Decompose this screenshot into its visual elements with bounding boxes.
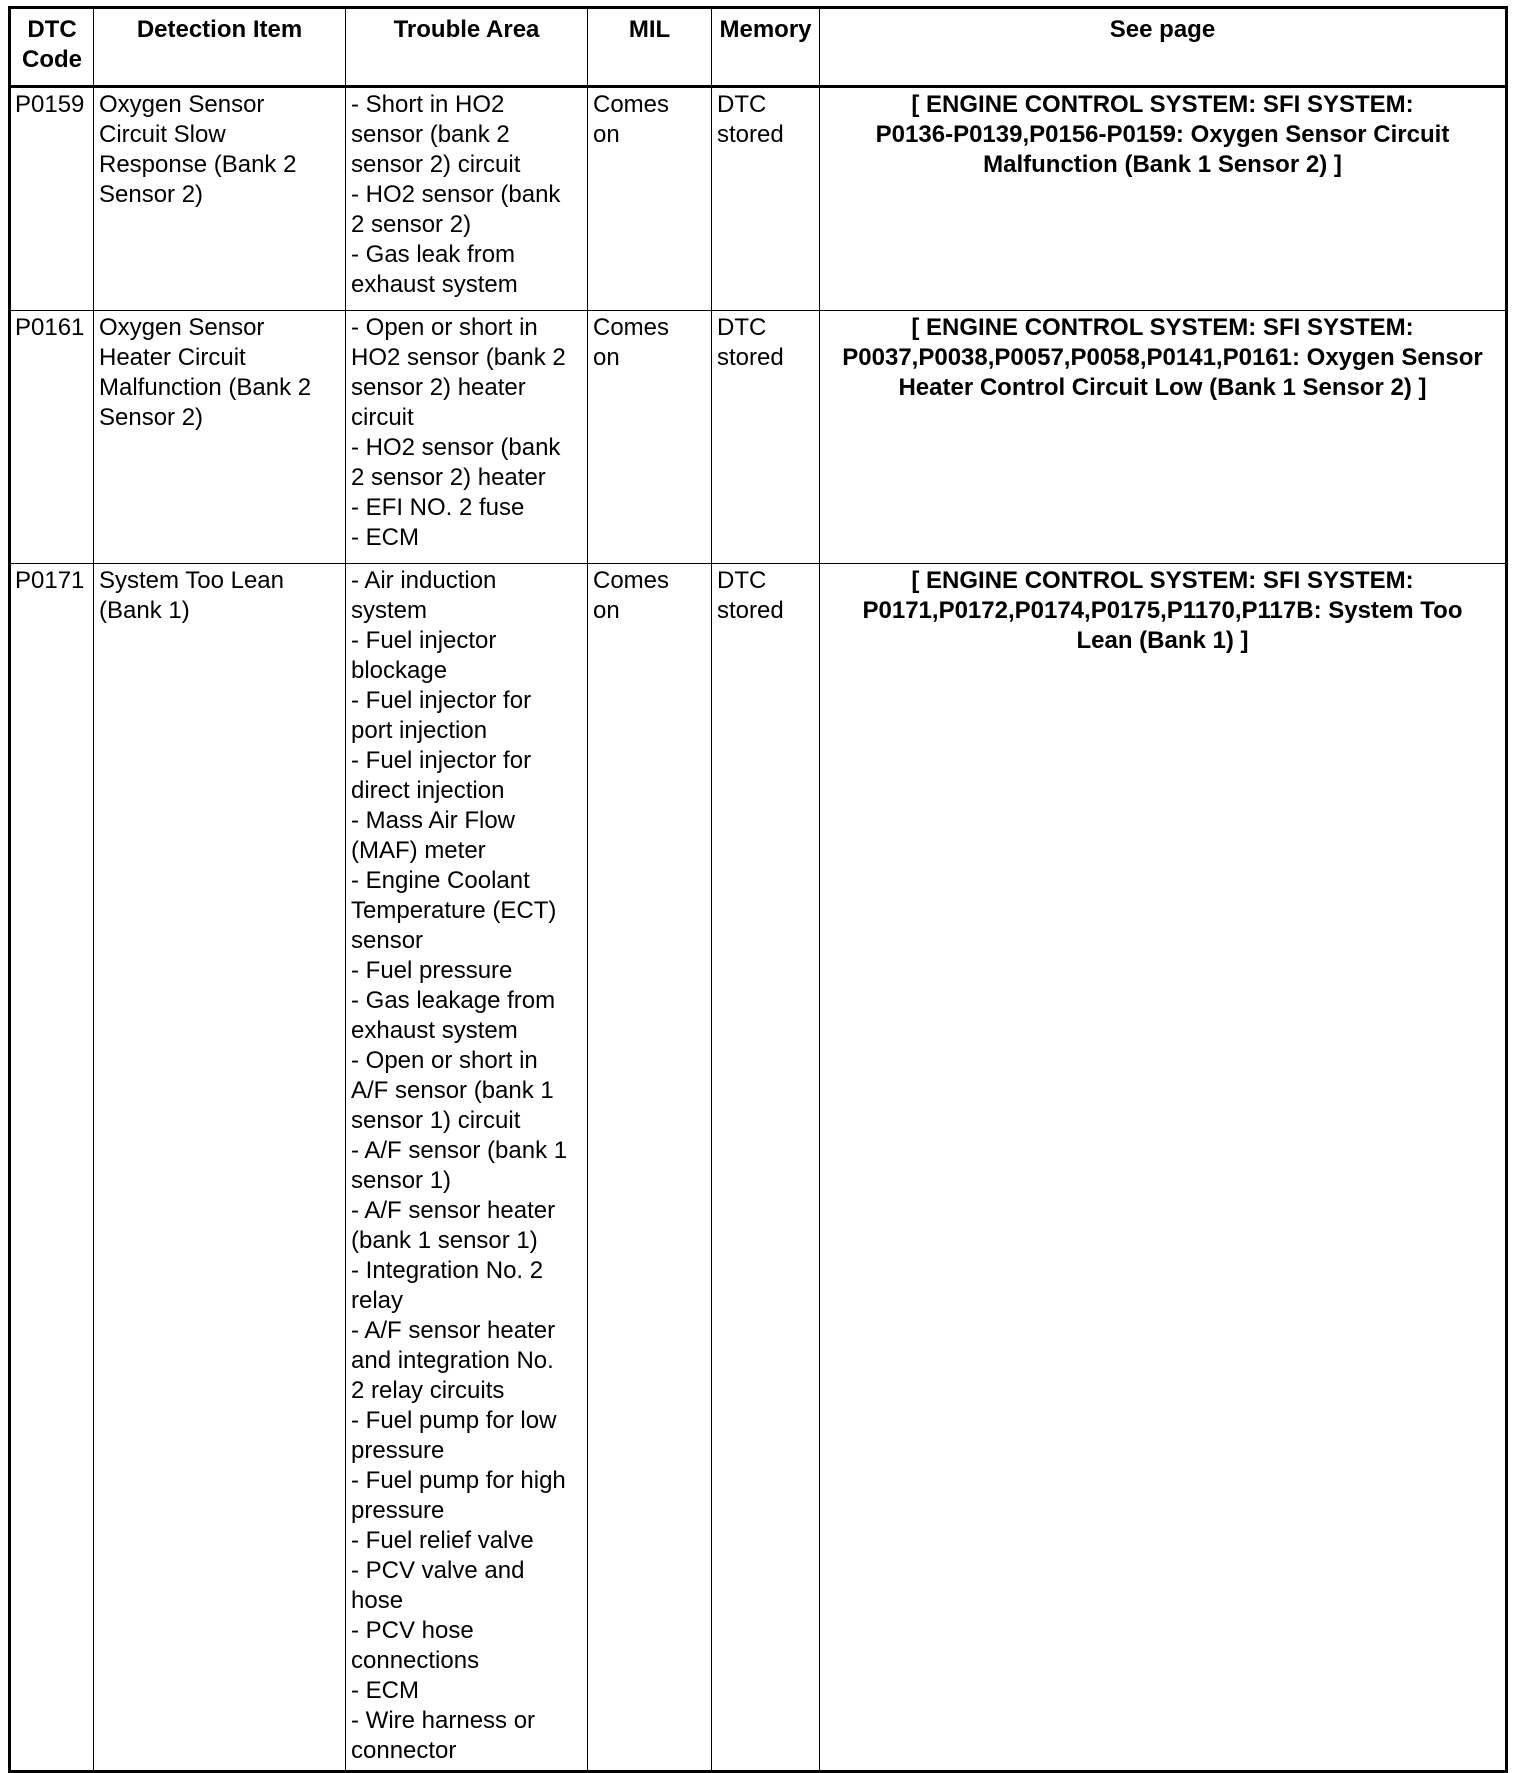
detection-item-line: Sensor 2) — [99, 181, 204, 208]
header-memory: Memory — [712, 8, 820, 87]
memory-line: DTC — [717, 567, 767, 594]
trouble-area-line: - ECM — [351, 1677, 419, 1704]
dtc-code-cell — [10, 311, 94, 564]
trouble-area-line: - Integration No. 2 — [351, 1257, 544, 1284]
mil-line: Comes — [593, 567, 670, 594]
dtc-code: P0171 — [15, 567, 85, 594]
detection-item-line: Circuit Slow — [99, 121, 226, 148]
header-dtc-code — [10, 8, 94, 87]
trouble-area-line: - A/F sensor heater — [351, 1197, 556, 1224]
trouble-area-line: - Short in HO2 — [351, 91, 505, 118]
dtc-code-cell — [10, 87, 94, 311]
see-page-link[interactable] — [820, 311, 1507, 564]
trouble-area-line: (MAF) meter — [351, 837, 486, 864]
memory-line: stored — [717, 597, 784, 624]
trouble-area-line: sensor 1) — [351, 1167, 452, 1194]
header-dtc-code-line: Code — [22, 46, 82, 73]
trouble-area-line: direct injection — [351, 777, 505, 804]
see-page-link[interactable] — [820, 564, 1507, 1772]
see-page-line: [ ENGINE CONTROL SYSTEM: SFI SYSTEM: — [911, 91, 1414, 118]
trouble-area-line: pressure — [351, 1497, 445, 1524]
detection-item-line: System Too Lean — [99, 567, 285, 594]
trouble-area-line: HO2 sensor (bank 2 — [351, 344, 566, 371]
memory-line: stored — [717, 121, 784, 148]
mil-line: on — [593, 121, 620, 148]
detection-item-line: Heater Circuit — [99, 344, 246, 371]
table-row — [10, 311, 1507, 564]
mil-line: on — [593, 344, 620, 371]
header-dtc-code-line: DTC — [27, 16, 77, 43]
memory-cell — [712, 87, 820, 311]
trouble-area-line: - Fuel pump for low — [351, 1407, 557, 1434]
trouble-area-line: - Gas leak from — [351, 241, 516, 268]
detection-item-cell — [94, 87, 346, 311]
trouble-area-line: - HO2 sensor (bank — [351, 181, 561, 208]
detection-item-line: (Bank 1) — [99, 597, 190, 624]
trouble-area-line: port injection — [351, 717, 488, 744]
trouble-area-line: - Gas leakage from — [351, 987, 556, 1014]
mil-cell — [588, 311, 712, 564]
mil-line: Comes — [593, 91, 670, 118]
trouble-area-line: 2 relay circuits — [351, 1377, 505, 1404]
dtc-code: P0161 — [15, 314, 85, 341]
detection-item-cell — [94, 564, 346, 1772]
mil-cell — [588, 564, 712, 1772]
see-page-line: Malfunction (Bank 1 Sensor 2) ] — [983, 151, 1342, 178]
detection-item-line: Malfunction (Bank 2 — [99, 374, 312, 401]
trouble-area-line: sensor — [351, 927, 424, 954]
dtc-code-cell — [10, 564, 94, 1772]
trouble-area-line: - Fuel pressure — [351, 957, 513, 984]
table-row — [10, 87, 1507, 311]
trouble-area-line: connections — [351, 1647, 480, 1674]
header-mil: MIL — [588, 8, 712, 87]
trouble-area-line: and integration No. — [351, 1347, 554, 1374]
trouble-area-line: - Open or short in — [351, 314, 538, 341]
trouble-area-line: circuit — [351, 404, 414, 431]
memory-line: DTC — [717, 91, 767, 118]
see-page-line: P0171,P0172,P0174,P0175,P1170,P117B: System Too — [862, 597, 1463, 624]
trouble-area-line: exhaust system — [351, 1017, 518, 1044]
trouble-area-line: - A/F sensor (bank 1 — [351, 1137, 568, 1164]
see-page-line: [ ENGINE CONTROL SYSTEM: SFI SYSTEM: — [911, 567, 1414, 594]
memory-cell — [712, 564, 820, 1772]
trouble-area-line: - Air induction — [351, 567, 497, 594]
detection-item-cell — [94, 311, 346, 564]
trouble-area-line: sensor 2) heater — [351, 374, 526, 401]
see-page-line: P0136-P0139,P0156-P0159: Oxygen Sensor Circuit — [875, 121, 1450, 148]
trouble-area-line: Temperature (ECT) — [351, 897, 557, 924]
trouble-area-cell — [346, 311, 588, 564]
trouble-area-line: connector — [351, 1737, 457, 1764]
detection-item-line: Oxygen Sensor — [99, 314, 265, 341]
trouble-area-line: - Engine Coolant — [351, 867, 530, 894]
see-page-line: P0037,P0038,P0057,P0058,P0141,P0161: Oxygen Sensor — [842, 344, 1483, 371]
trouble-area-line: system — [351, 597, 428, 624]
see-page-line: Lean (Bank 1) ] — [1076, 627, 1249, 654]
trouble-area-line: - Wire harness or — [351, 1707, 536, 1734]
trouble-area-line: - Fuel relief valve — [351, 1527, 534, 1554]
trouble-area-line: - Fuel pump for high — [351, 1467, 566, 1494]
memory-line: DTC — [717, 314, 767, 341]
trouble-area-line: A/F sensor (bank 1 — [351, 1077, 554, 1104]
trouble-area-line: 2 sensor 2) — [351, 211, 472, 238]
dtc-code: P0159 — [15, 91, 85, 118]
trouble-area-line: sensor (bank 2 — [351, 121, 510, 148]
trouble-area-line: - PCV valve and — [351, 1557, 525, 1584]
detection-item-line: Oxygen Sensor — [99, 91, 265, 118]
see-page-link[interactable] — [820, 87, 1507, 311]
memory-line: stored — [717, 344, 784, 371]
table-row — [10, 564, 1507, 1772]
trouble-area-line: (bank 1 sensor 1) — [351, 1227, 538, 1254]
header-row — [10, 8, 1507, 87]
mil-cell — [588, 87, 712, 311]
trouble-area-line: hose — [351, 1587, 404, 1614]
mil-line: Comes — [593, 314, 670, 341]
dtc-table — [8, 6, 1508, 1773]
table-body — [10, 87, 1507, 1772]
trouble-area-line: - A/F sensor heater — [351, 1317, 556, 1344]
detection-item-line: Sensor 2) — [99, 404, 204, 431]
trouble-area-line: - Open or short in — [351, 1047, 538, 1074]
mil-line: on — [593, 597, 620, 624]
see-page-line: Heater Control Circuit Low (Bank 1 Sensor 2) ] — [898, 374, 1427, 401]
trouble-area-line: - Fuel injector — [351, 627, 497, 654]
trouble-area-line: - Fuel injector for — [351, 747, 532, 774]
trouble-area-line: - HO2 sensor (bank — [351, 434, 561, 461]
header-trouble-area: Trouble Area — [346, 8, 588, 87]
table-header — [10, 8, 1507, 87]
trouble-area-line: - EFI NO. 2 fuse — [351, 494, 525, 521]
trouble-area-line: pressure — [351, 1437, 445, 1464]
trouble-area-cell — [346, 564, 588, 1772]
trouble-area-line: sensor 2) circuit — [351, 151, 521, 178]
trouble-area-cell — [346, 87, 588, 311]
trouble-area-line: - Fuel injector for — [351, 687, 532, 714]
trouble-area-line: - PCV hose — [351, 1617, 474, 1644]
trouble-area-line: exhaust system — [351, 271, 518, 298]
see-page-line: [ ENGINE CONTROL SYSTEM: SFI SYSTEM: — [911, 314, 1414, 341]
trouble-area-line: relay — [351, 1287, 404, 1314]
trouble-area-line: blockage — [351, 657, 448, 684]
trouble-area-line: 2 sensor 2) heater — [351, 464, 546, 491]
header-detection-item: Detection Item — [94, 8, 346, 87]
memory-cell — [712, 311, 820, 564]
trouble-area-line: sensor 1) circuit — [351, 1107, 521, 1134]
trouble-area-line: - ECM — [351, 524, 419, 551]
trouble-area-line: - Mass Air Flow — [351, 807, 516, 834]
detection-item-line: Response (Bank 2 — [99, 151, 297, 178]
header-see-page: See page — [820, 8, 1507, 87]
